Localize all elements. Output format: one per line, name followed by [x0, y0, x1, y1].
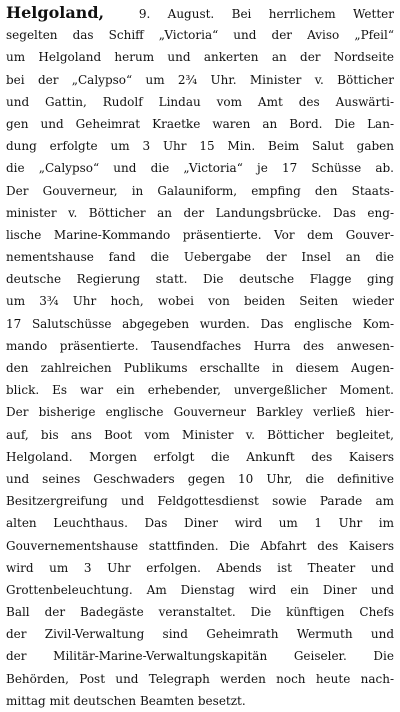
article-line: Der Gouverneur, in Galauniform, empfing den Staats-: [6, 183, 394, 198]
article-line: nementshause fand die Uebergabe der Insel an die: [6, 250, 394, 265]
article-line: deutsche Regierung statt. Die deutsche Flagge ging: [6, 272, 394, 287]
article-line: die „Calypso“ und die „Victoria“ je 17 Schüsse ab.: [6, 161, 394, 176]
article-line-first: [6, 2, 394, 24]
newspaper-article: [6, 2, 394, 708]
article-line: auf, bis ans Boot vom Minister v. Bötticher begleitet,: [6, 427, 394, 442]
article-line: der Militär-Marine-Verwaltungskapitän Geiseler. Die: [6, 649, 394, 664]
article-line: Der bisherige englische Gouverneur Barkley verließ hier-: [6, 405, 394, 420]
article-line: Ball der Badegäste veranstaltet. Die künftigen Chefs: [6, 605, 394, 620]
article-line: Grottenbeleuchtung. Am Dienstag wird ein Diner und: [6, 582, 394, 597]
article-line: Behörden, Post und Telegraph werden noch heute nach-: [6, 671, 394, 686]
article-line: alten Leuchthaus. Das Diner wird um 1 Uhr im: [6, 516, 394, 531]
article-line: gen und Geheimrat Kraetke waren an Bord. Die Lan-: [6, 116, 394, 131]
article-line: um Helgoland herum und ankerten an der Nordseite: [6, 50, 394, 65]
article-line: 17 Salutschüsse abgegeben wurden. Das englische Kom-: [6, 316, 394, 331]
article-heading: Helgoland,: [6, 3, 105, 22]
article-line: bei der „Calypso“ um 2¾ Uhr. Minister v. Bötticher: [6, 72, 394, 87]
article-line: den zahlreichen Publikums erschallte in diesem Augen-: [6, 361, 394, 375]
article-line: Helgoland. Morgen erfolgt die Ankunft des Kaisers: [6, 449, 394, 464]
article-line: dung erfolgte um 3 Uhr 15 Min. Beim Salut gaben: [6, 139, 394, 154]
article-line: segelten das Schiff „Victoria“ und der Aviso „Pfeil“: [6, 28, 394, 43]
article-line: lische Marine-Kommando präsentierte. Vor dem Gouver-: [6, 227, 394, 242]
article-line: um 3¾ Uhr hoch, wobei von beiden Seiten wieder: [6, 294, 394, 309]
article-line: blick. Es war ein erhebender, unvergeßlicher Moment.: [6, 383, 394, 398]
article-line: und Gattin, Rudolf Lindau vom Amt des Auswärti-: [6, 94, 394, 109]
article-line: 9. August. Bei herrlichem Wetter: [138, 7, 394, 21]
article-line: Gouvernementshause stattfinden. Die Abfahrt des Kaisers: [6, 538, 394, 553]
article-line: und seines Geschwaders gegen 10 Uhr, die definitive: [6, 471, 394, 486]
article-line: Besitzergreifung und Feldgottesdienst sowie Parade am: [6, 494, 394, 509]
article-line: minister v. Bötticher an der Landungsbrücke. Das eng-: [6, 205, 394, 220]
article-line: der Zivil-Verwaltung sind Geheimrath Wermuth und: [6, 627, 394, 642]
article-line: wird um 3 Uhr erfolgen. Abends ist Theater und: [6, 560, 394, 575]
article-line: mando präsentierte. Tausendfaches Hurra des anwesen-: [6, 338, 394, 353]
article-line-last: mittag mit deutschen Beamten besetzt.: [6, 693, 246, 708]
